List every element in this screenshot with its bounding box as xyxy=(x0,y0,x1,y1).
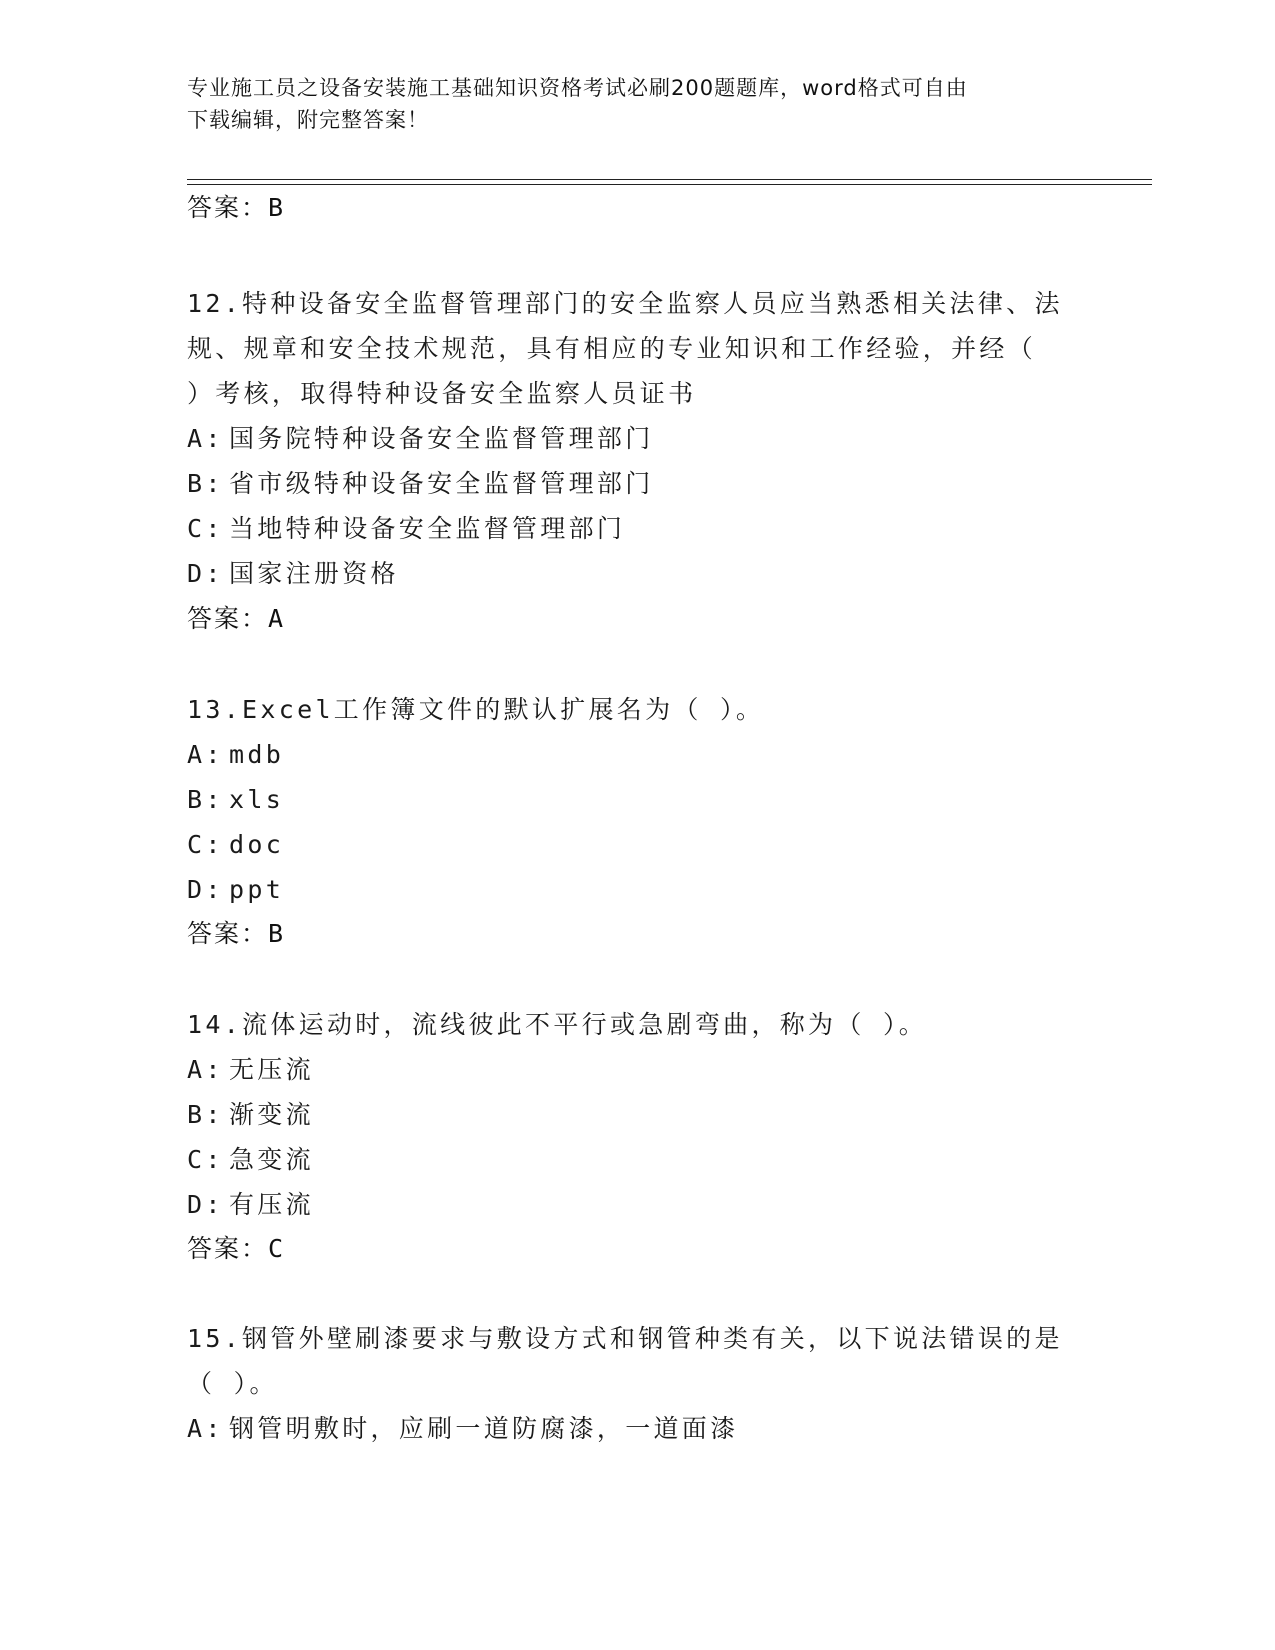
question-13-line-1: 13.Excel工作簿文件的默认扩展名为（ ）。 xyxy=(187,695,765,724)
question-15-option-a xyxy=(187,1412,738,1446)
answer-label: 答案： xyxy=(187,1234,269,1263)
question-12-line-2: 规、规章和安全技术规范，具有相应的专业知识和工作经验，并经（ xyxy=(187,334,1037,363)
option-text: 急变流 xyxy=(229,1145,314,1174)
header-line-1: 专业施工员之设备安装施工基础知识资格考试必刷200题题库，word格式可自由 xyxy=(187,76,968,100)
option-letter: C: xyxy=(187,830,224,859)
option-text: 有压流 xyxy=(229,1190,314,1219)
answer-12 xyxy=(187,603,283,635)
option-text: xls xyxy=(229,785,285,814)
option-letter: C: xyxy=(187,514,224,543)
answer-value: B xyxy=(268,193,284,222)
answer-value: C xyxy=(268,1234,284,1263)
answer-prev xyxy=(187,192,283,224)
option-letter: A: xyxy=(187,740,224,769)
answer-label: 答案： xyxy=(187,919,269,948)
question-12-option-c xyxy=(187,512,625,546)
option-text: mdb xyxy=(229,740,285,769)
question-14-line-1: 14.流体运动时，流线彼此不平行或急剧弯曲，称为（ ）。 xyxy=(187,1010,928,1039)
answer-label: 答案： xyxy=(187,193,269,222)
option-text: doc xyxy=(229,830,285,859)
option-text: 当地特种设备安全监督管理部门 xyxy=(229,514,626,543)
option-letter: A: xyxy=(187,1414,224,1443)
option-text: 国家注册资格 xyxy=(229,559,399,588)
question-14-option-a xyxy=(187,1053,314,1087)
answer-14 xyxy=(187,1233,283,1265)
question-12-option-b xyxy=(187,467,654,501)
question-13-option-b xyxy=(187,783,284,817)
option-text: 渐变流 xyxy=(229,1100,314,1129)
option-letter: D: xyxy=(187,559,224,588)
header-divider-top xyxy=(187,179,1152,180)
option-text: ppt xyxy=(229,875,285,904)
option-letter: B: xyxy=(187,1100,224,1129)
question-12-option-d xyxy=(187,557,399,591)
header-line-2: 下载编辑，附完整答案！ xyxy=(187,108,429,132)
question-13-option-d xyxy=(187,873,284,907)
option-letter: C: xyxy=(187,1145,224,1174)
option-text: 无压流 xyxy=(229,1055,314,1084)
answer-value: A xyxy=(268,604,284,633)
question-13-option-a xyxy=(187,738,284,772)
question-12-line-3: ）考核，取得特种设备安全监察人员证书 xyxy=(187,379,697,408)
option-text: 钢管明敷时，应刷一道防腐漆，一道面漆 xyxy=(229,1414,739,1443)
document-header xyxy=(187,72,1087,136)
question-15-line-1: 15.钢管外壁刷漆要求与敷设方式和钢管种类有关，以下说法错误的是 xyxy=(187,1324,1063,1353)
question-14-option-d xyxy=(187,1188,314,1222)
option-letter: D: xyxy=(187,875,224,904)
question-15-line-2: （ ）。 xyxy=(187,1369,278,1398)
option-text: 国务院特种设备安全监督管理部门 xyxy=(229,424,654,453)
answer-13 xyxy=(187,918,283,950)
option-letter: B: xyxy=(187,469,224,498)
question-14-option-c xyxy=(187,1143,314,1177)
option-letter: B: xyxy=(187,785,224,814)
option-text: 省市级特种设备安全监督管理部门 xyxy=(229,469,654,498)
question-12-line-1: 12.特种设备安全监督管理部门的安全监察人员应当熟悉相关法律、法 xyxy=(187,289,1063,318)
answer-label: 答案： xyxy=(187,604,269,633)
option-letter: A: xyxy=(187,424,224,453)
question-13-option-c xyxy=(187,828,284,862)
option-letter: A: xyxy=(187,1055,224,1084)
option-letter: D: xyxy=(187,1190,224,1219)
question-12-option-a xyxy=(187,422,654,456)
question-14-option-b xyxy=(187,1098,314,1132)
answer-value: B xyxy=(268,919,284,948)
header-divider-bottom xyxy=(187,184,1152,185)
